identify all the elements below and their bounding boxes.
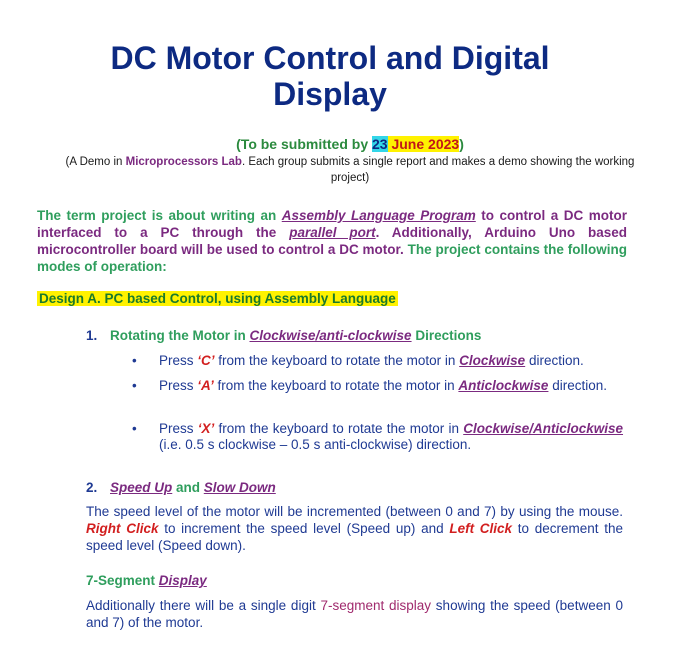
speed-paragraph [86,503,623,554]
parallel-port-link[interactable]: parallel port [289,225,376,240]
clockwise-anticlockwise-bullet-link[interactable]: Clockwise/Anticlockwise [463,421,624,436]
bullet-text-c: (i.e. 0.5 s clockwise – 0.5 s anti-clockwise) direction. [159,437,472,452]
deadline-suffix: ) [459,136,464,152]
deadline-prefix: (To be submitted by [236,136,372,152]
intro-text-1: The term project is about writing an [37,208,282,223]
section-1-pre: Rotating the Motor in [110,328,250,343]
bullet-text-b: from the keyboard to rotate the motor in [213,378,459,393]
assembly-program-link[interactable]: Assembly Language Program [281,208,476,223]
bullet-text [159,378,623,394]
display-link[interactable]: Display [158,573,207,588]
bullet-dot-icon: • [132,353,137,368]
speed-up-link[interactable]: Speed Up [110,480,173,495]
demo-note [45,154,655,186]
slow-down-link[interactable]: Slow Down [203,480,276,495]
deadline-month-year: June 2023 [391,136,460,152]
intro-text-2: to control a DC motor interfaced to a PC through the [37,208,627,240]
key-a: ‘A’ [197,378,214,393]
section-1-number: 1. [86,328,98,343]
section-2-heading [86,480,276,495]
section-1-heading [86,328,481,343]
note-rest: . Each group submits a single report and makes a demo showing the working project) [241,156,635,184]
bullet-text [159,353,623,369]
key-x: ‘X’ [197,421,215,436]
deadline-day: 23 [372,136,388,152]
anticlockwise-link[interactable]: Anticlockwise [458,378,549,393]
bullet-text [159,421,623,453]
bullet-text-b: from the keyboard to rotate the motor in [214,421,464,436]
section-2-and: and [172,480,204,495]
section-1-post: Directions [411,328,482,343]
document-title: DC Motor Control and Digital Display [110,40,550,112]
intro-text-4: The project contains the following modes of operation: [37,242,627,274]
speed-text-3: to decrement the speed level (Speed down). [86,521,624,553]
seven-segment-label: 7-segment display [320,598,432,613]
note-lab: Microprocessors Lab [125,156,242,168]
speed-text-1: The speed level of the motor will be incremented (between 0 and 7) by using the mouse. [86,504,623,519]
display-paragraph [86,597,623,631]
speed-text-2: to increment the speed level (Speed up) and [158,521,450,536]
clockwise-link[interactable]: Clockwise [459,353,526,368]
bullet-dot-icon: • [132,421,137,436]
bullet-text-a: Press [159,378,198,393]
section-2-number: 2. [86,480,98,495]
intro-paragraph [37,207,627,275]
display-text-1: Additionally there will be a single digit [86,598,321,613]
bullet-text-a: Press [159,353,198,368]
bullet-text-c: direction. [525,353,584,368]
section-3-pre: 7-Segment [86,573,159,588]
bullet-text-b: from the keyboard to rotate the motor in [214,353,460,368]
bullet-text-a: Press [159,421,198,436]
clockwise-anticlockwise-link[interactable]: Clockwise/anti-clockwise [249,328,412,343]
section-3-heading [86,573,207,588]
left-click-label: Left Click [449,521,513,536]
key-c: ‘C’ [197,353,215,368]
note-prefix: (A Demo in [65,156,126,168]
intro-text-3: . Additionally, Arduino Uno based microcontroller board will be used to control a DC motor. [37,225,628,257]
right-click-label: Right Click [86,521,159,536]
design-a-heading: Design A. PC based Control, using Assembly Language [39,291,396,306]
bullet-text-c: direction. [548,378,607,393]
display-text-2: showing the speed (between 0 and 7) of the motor. [86,598,623,630]
submission-deadline [0,136,700,152]
bullet-dot-icon: • [132,378,137,393]
